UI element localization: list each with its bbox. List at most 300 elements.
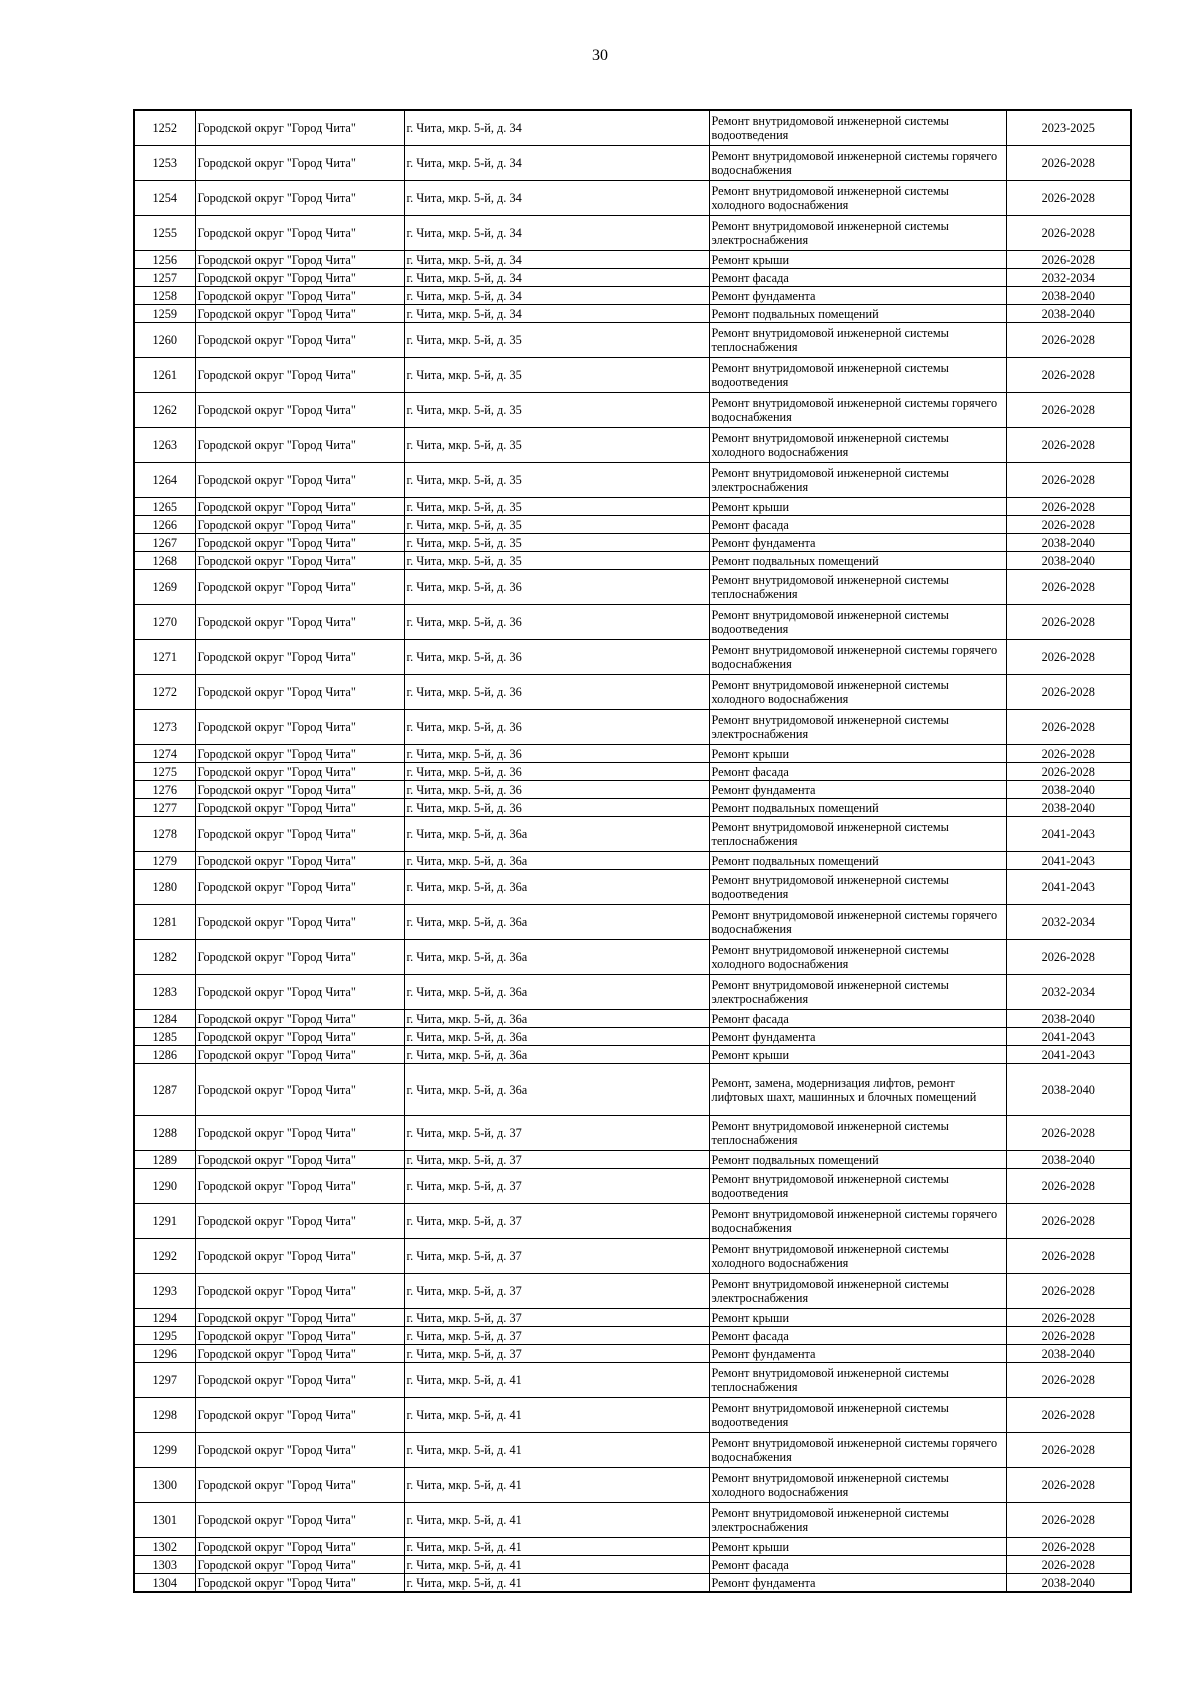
work-type-cell: Ремонт фасада [709, 763, 1006, 781]
period-cell: 2026-2028 [1006, 745, 1131, 763]
address-cell: г. Чита, мкр. 5-й, д. 35 [404, 498, 709, 516]
address-cell: г. Чита, мкр. 5-й, д. 41 [404, 1468, 709, 1503]
period-cell: 2026-2028 [1006, 1309, 1131, 1327]
table-row [134, 570, 1131, 605]
work-type-cell: Ремонт крыши [709, 251, 1006, 269]
address-cell: г. Чита, мкр. 5-й, д. 41 [404, 1398, 709, 1433]
work-type-cell: Ремонт внутридомовой инженерной системы теплоснабжения [709, 1363, 1006, 1398]
row-number-cell: 1288 [134, 1116, 195, 1151]
work-type-cell: Ремонт крыши [709, 1309, 1006, 1327]
table-row [134, 799, 1131, 817]
row-number-cell: 1293 [134, 1274, 195, 1309]
address-cell: г. Чита, мкр. 5-й, д. 35 [404, 534, 709, 552]
table-row [134, 1151, 1131, 1169]
period-cell: 2026-2028 [1006, 605, 1131, 640]
period-cell: 2038-2040 [1006, 1010, 1131, 1028]
municipality-cell: Городской округ "Город Чита" [195, 110, 404, 146]
table-row [134, 428, 1131, 463]
address-cell: г. Чита, мкр. 5-й, д. 36а [404, 905, 709, 940]
municipality-cell: Городской округ "Город Чита" [195, 1204, 404, 1239]
period-cell: 2026-2028 [1006, 1398, 1131, 1433]
municipality-cell: Городской округ "Город Чита" [195, 1010, 404, 1028]
table-row [134, 1239, 1131, 1274]
row-number-cell: 1267 [134, 534, 195, 552]
period-cell: 2026-2028 [1006, 1274, 1131, 1309]
table-row [134, 1538, 1131, 1556]
work-type-cell: Ремонт подвальных помещений [709, 799, 1006, 817]
row-number-cell: 1277 [134, 799, 195, 817]
period-cell: 2026-2028 [1006, 675, 1131, 710]
row-number-cell: 1279 [134, 852, 195, 870]
table-row [134, 817, 1131, 852]
table-row [134, 251, 1131, 269]
work-type-cell: Ремонт внутридомовой инженерной системы водоотведения [709, 1398, 1006, 1433]
table-row [134, 393, 1131, 428]
table-row [134, 1468, 1131, 1503]
table-row [134, 1204, 1131, 1239]
row-number-cell: 1262 [134, 393, 195, 428]
period-cell: 2026-2028 [1006, 710, 1131, 745]
address-cell: г. Чита, мкр. 5-й, д. 41 [404, 1556, 709, 1574]
period-cell: 2026-2028 [1006, 216, 1131, 251]
work-type-cell: Ремонт внутридомовой инженерной системы теплоснабжения [709, 570, 1006, 605]
work-type-cell: Ремонт внутридомовой инженерной системы холодного водоснабжения [709, 940, 1006, 975]
municipality-cell: Городской округ "Город Чита" [195, 570, 404, 605]
period-cell: 2026-2028 [1006, 763, 1131, 781]
address-cell: г. Чита, мкр. 5-й, д. 35 [404, 552, 709, 570]
row-number-cell: 1286 [134, 1046, 195, 1064]
municipality-cell: Городской округ "Город Чита" [195, 817, 404, 852]
period-cell: 2038-2040 [1006, 1064, 1131, 1116]
page-number: 30 [592, 47, 608, 64]
period-cell: 2026-2028 [1006, 393, 1131, 428]
period-cell: 2026-2028 [1006, 1116, 1131, 1151]
work-type-cell: Ремонт фундамента [709, 534, 1006, 552]
row-number-cell: 1281 [134, 905, 195, 940]
table-row [134, 1503, 1131, 1538]
work-type-cell: Ремонт, замена, модернизация лифтов, ремонт лифтовых шахт, машинных и блочных помещений [709, 1064, 1006, 1116]
municipality-cell: Городской округ "Город Чита" [195, 799, 404, 817]
table-row [134, 1309, 1131, 1327]
address-cell: г. Чита, мкр. 5-й, д. 36а [404, 852, 709, 870]
municipality-cell: Городской округ "Город Чита" [195, 870, 404, 905]
work-type-cell: Ремонт внутридомовой инженерной системы электроснабжения [709, 463, 1006, 498]
period-cell: 2026-2028 [1006, 498, 1131, 516]
period-cell: 2026-2028 [1006, 1503, 1131, 1538]
row-number-cell: 1294 [134, 1309, 195, 1327]
work-type-cell: Ремонт фасада [709, 1010, 1006, 1028]
municipality-cell: Городской округ "Город Чита" [195, 1556, 404, 1574]
period-cell: 2023-2025 [1006, 110, 1131, 146]
work-type-cell: Ремонт внутридомовой инженерной системы горячего водоснабжения [709, 640, 1006, 675]
address-cell: г. Чита, мкр. 5-й, д. 36 [404, 745, 709, 763]
municipality-cell: Городской округ "Город Чита" [195, 269, 404, 287]
row-number-cell: 1292 [134, 1239, 195, 1274]
municipality-cell: Городской округ "Город Чита" [195, 1574, 404, 1593]
row-number-cell: 1253 [134, 146, 195, 181]
row-number-cell: 1256 [134, 251, 195, 269]
address-cell: г. Чита, мкр. 5-й, д. 36 [404, 799, 709, 817]
work-type-cell: Ремонт фасада [709, 1327, 1006, 1345]
municipality-cell: Городской округ "Город Чита" [195, 358, 404, 393]
address-cell: г. Чита, мкр. 5-й, д. 37 [404, 1169, 709, 1204]
work-type-cell: Ремонт крыши [709, 1046, 1006, 1064]
work-type-cell: Ремонт внутридомовой инженерной системы горячего водоснабжения [709, 905, 1006, 940]
address-cell: г. Чита, мкр. 5-й, д. 34 [404, 251, 709, 269]
work-type-cell: Ремонт фундамента [709, 287, 1006, 305]
municipality-cell: Городской округ "Город Чита" [195, 975, 404, 1010]
municipality-cell: Городской округ "Город Чита" [195, 905, 404, 940]
municipality-cell: Городской округ "Город Чита" [195, 323, 404, 358]
work-type-cell: Ремонт внутридомовой инженерной системы горячего водоснабжения [709, 1433, 1006, 1468]
municipality-cell: Городской округ "Город Чита" [195, 1503, 404, 1538]
row-number-cell: 1274 [134, 745, 195, 763]
work-type-cell: Ремонт внутридомовой инженерной системы горячего водоснабжения [709, 393, 1006, 428]
address-cell: г. Чита, мкр. 5-й, д. 35 [404, 516, 709, 534]
period-cell: 2041-2043 [1006, 817, 1131, 852]
work-type-cell: Ремонт внутридомовой инженерной системы теплоснабжения [709, 323, 1006, 358]
work-type-cell: Ремонт внутридомовой инженерной системы горячего водоснабжения [709, 146, 1006, 181]
row-number-cell: 1280 [134, 870, 195, 905]
row-number-cell: 1268 [134, 552, 195, 570]
address-cell: г. Чита, мкр. 5-й, д. 36 [404, 675, 709, 710]
municipality-cell: Городской округ "Город Чита" [195, 1398, 404, 1433]
municipality-cell: Городской округ "Город Чита" [195, 1468, 404, 1503]
row-number-cell: 1260 [134, 323, 195, 358]
period-cell: 2041-2043 [1006, 870, 1131, 905]
table-row [134, 745, 1131, 763]
table-row [134, 763, 1131, 781]
row-number-cell: 1297 [134, 1363, 195, 1398]
municipality-cell: Городской округ "Город Чита" [195, 428, 404, 463]
address-cell: г. Чита, мкр. 5-й, д. 35 [404, 358, 709, 393]
municipality-cell: Городской округ "Город Чита" [195, 1309, 404, 1327]
table-row [134, 710, 1131, 745]
period-cell: 2026-2028 [1006, 323, 1131, 358]
period-cell: 2026-2028 [1006, 358, 1131, 393]
row-number-cell: 1300 [134, 1468, 195, 1503]
address-cell: г. Чита, мкр. 5-й, д. 36а [404, 1028, 709, 1046]
municipality-cell: Городской округ "Город Чита" [195, 675, 404, 710]
address-cell: г. Чита, мкр. 5-й, д. 35 [404, 323, 709, 358]
municipality-cell: Городской округ "Город Чита" [195, 216, 404, 251]
municipality-cell: Городской округ "Город Чита" [195, 1116, 404, 1151]
period-cell: 2032-2034 [1006, 905, 1131, 940]
row-number-cell: 1285 [134, 1028, 195, 1046]
work-type-cell: Ремонт внутридомовой инженерной системы теплоснабжения [709, 817, 1006, 852]
address-cell: г. Чита, мкр. 5-й, д. 36 [404, 763, 709, 781]
municipality-cell: Городской округ "Город Чита" [195, 640, 404, 675]
work-type-cell: Ремонт внутридомовой инженерной системы холодного водоснабжения [709, 1468, 1006, 1503]
municipality-cell: Городской округ "Город Чита" [195, 1028, 404, 1046]
period-cell: 2026-2028 [1006, 428, 1131, 463]
period-cell: 2026-2028 [1006, 1239, 1131, 1274]
address-cell: г. Чита, мкр. 5-й, д. 34 [404, 146, 709, 181]
table-row [134, 1345, 1131, 1363]
municipality-cell: Городской округ "Город Чита" [195, 1274, 404, 1309]
work-type-cell: Ремонт крыши [709, 1538, 1006, 1556]
table-row [134, 498, 1131, 516]
work-type-cell: Ремонт внутридомовой инженерной системы холодного водоснабжения [709, 1239, 1006, 1274]
table-row [134, 216, 1131, 251]
row-number-cell: 1304 [134, 1574, 195, 1593]
period-cell: 2026-2028 [1006, 251, 1131, 269]
table-row [134, 975, 1131, 1010]
address-cell: г. Чита, мкр. 5-й, д. 41 [404, 1433, 709, 1468]
row-number-cell: 1258 [134, 287, 195, 305]
table-row [134, 1274, 1131, 1309]
row-number-cell: 1278 [134, 817, 195, 852]
municipality-cell: Городской округ "Город Чита" [195, 1064, 404, 1116]
municipality-cell: Городской округ "Город Чита" [195, 745, 404, 763]
period-cell: 2041-2043 [1006, 852, 1131, 870]
table-row [134, 516, 1131, 534]
table-row [134, 463, 1131, 498]
table-row [134, 1116, 1131, 1151]
address-cell: г. Чита, мкр. 5-й, д. 36а [404, 1010, 709, 1028]
period-cell: 2026-2028 [1006, 1204, 1131, 1239]
row-number-cell: 1276 [134, 781, 195, 799]
table-row [134, 1556, 1131, 1574]
address-cell: г. Чита, мкр. 5-й, д. 36а [404, 1046, 709, 1064]
period-cell: 2026-2028 [1006, 570, 1131, 605]
row-number-cell: 1263 [134, 428, 195, 463]
table-row [134, 1574, 1131, 1593]
address-cell: г. Чита, мкр. 5-й, д. 35 [404, 393, 709, 428]
address-cell: г. Чита, мкр. 5-й, д. 41 [404, 1363, 709, 1398]
row-number-cell: 1291 [134, 1204, 195, 1239]
address-cell: г. Чита, мкр. 5-й, д. 37 [404, 1309, 709, 1327]
work-type-cell: Ремонт фундамента [709, 1574, 1006, 1593]
row-number-cell: 1284 [134, 1010, 195, 1028]
row-number-cell: 1252 [134, 110, 195, 146]
table-row [134, 181, 1131, 216]
address-cell: г. Чита, мкр. 5-й, д. 36а [404, 975, 709, 1010]
address-cell: г. Чита, мкр. 5-й, д. 34 [404, 216, 709, 251]
municipality-cell: Городской округ "Город Чита" [195, 251, 404, 269]
period-cell: 2026-2028 [1006, 1468, 1131, 1503]
municipality-cell: Городской округ "Город Чита" [195, 1433, 404, 1468]
municipality-cell: Городской округ "Город Чита" [195, 305, 404, 323]
table-row [134, 269, 1131, 287]
work-type-cell: Ремонт внутридомовой инженерной системы водоотведения [709, 358, 1006, 393]
period-cell: 2026-2028 [1006, 181, 1131, 216]
municipality-cell: Городской округ "Город Чита" [195, 146, 404, 181]
municipality-cell: Городской округ "Город Чита" [195, 1345, 404, 1363]
address-cell: г. Чита, мкр. 5-й, д. 41 [404, 1538, 709, 1556]
table-row [134, 1046, 1131, 1064]
work-type-cell: Ремонт внутридомовой инженерной системы холодного водоснабжения [709, 428, 1006, 463]
row-number-cell: 1275 [134, 763, 195, 781]
address-cell: г. Чита, мкр. 5-й, д. 37 [404, 1345, 709, 1363]
table-row [134, 675, 1131, 710]
work-type-cell: Ремонт фундамента [709, 781, 1006, 799]
address-cell: г. Чита, мкр. 5-й, д. 34 [404, 181, 709, 216]
period-cell: 2038-2040 [1006, 781, 1131, 799]
work-type-cell: Ремонт подвальных помещений [709, 852, 1006, 870]
work-type-cell: Ремонт внутридомовой инженерной системы электроснабжения [709, 1274, 1006, 1309]
row-number-cell: 1298 [134, 1398, 195, 1433]
row-number-cell: 1289 [134, 1151, 195, 1169]
period-cell: 2026-2028 [1006, 463, 1131, 498]
address-cell: г. Чита, мкр. 5-й, д. 36 [404, 605, 709, 640]
table-row [134, 1064, 1131, 1116]
address-cell: г. Чита, мкр. 5-й, д. 36 [404, 781, 709, 799]
row-number-cell: 1282 [134, 940, 195, 975]
period-cell: 2038-2040 [1006, 552, 1131, 570]
table-row [134, 323, 1131, 358]
row-number-cell: 1287 [134, 1064, 195, 1116]
municipality-cell: Городской округ "Город Чита" [195, 552, 404, 570]
row-number-cell: 1266 [134, 516, 195, 534]
row-number-cell: 1301 [134, 1503, 195, 1538]
period-cell: 2038-2040 [1006, 287, 1131, 305]
row-number-cell: 1269 [134, 570, 195, 605]
table-row [134, 852, 1131, 870]
address-cell: г. Чита, мкр. 5-й, д. 37 [404, 1239, 709, 1274]
address-cell: г. Чита, мкр. 5-й, д. 36а [404, 870, 709, 905]
period-cell: 2026-2028 [1006, 940, 1131, 975]
work-type-cell: Ремонт подвальных помещений [709, 305, 1006, 323]
work-type-cell: Ремонт подвальных помещений [709, 1151, 1006, 1169]
work-type-cell: Ремонт подвальных помещений [709, 552, 1006, 570]
work-type-cell: Ремонт фасада [709, 269, 1006, 287]
table-row [134, 534, 1131, 552]
period-cell: 2038-2040 [1006, 1345, 1131, 1363]
municipality-cell: Городской округ "Город Чита" [195, 781, 404, 799]
address-cell: г. Чита, мкр. 5-й, д. 35 [404, 463, 709, 498]
row-number-cell: 1264 [134, 463, 195, 498]
row-number-cell: 1290 [134, 1169, 195, 1204]
municipality-cell: Городской округ "Город Чита" [195, 852, 404, 870]
municipality-cell: Городской округ "Город Чита" [195, 1239, 404, 1274]
period-cell: 2026-2028 [1006, 1433, 1131, 1468]
work-type-cell: Ремонт фундамента [709, 1345, 1006, 1363]
row-number-cell: 1302 [134, 1538, 195, 1556]
row-number-cell: 1295 [134, 1327, 195, 1345]
row-number-cell: 1270 [134, 605, 195, 640]
municipality-cell: Городской округ "Город Чита" [195, 463, 404, 498]
municipality-cell: Городской округ "Город Чита" [195, 763, 404, 781]
work-type-cell: Ремонт фасада [709, 516, 1006, 534]
address-cell: г. Чита, мкр. 5-й, д. 34 [404, 287, 709, 305]
work-type-cell: Ремонт внутридомовой инженерной системы электроснабжения [709, 710, 1006, 745]
period-cell: 2041-2043 [1006, 1046, 1131, 1064]
municipality-cell: Городской округ "Город Чита" [195, 710, 404, 745]
address-cell: г. Чита, мкр. 5-й, д. 41 [404, 1503, 709, 1538]
table-row [134, 1433, 1131, 1468]
row-number-cell: 1283 [134, 975, 195, 1010]
table-row [134, 1010, 1131, 1028]
period-cell: 2038-2040 [1006, 1151, 1131, 1169]
address-cell: г. Чита, мкр. 5-й, д. 37 [404, 1327, 709, 1345]
table-row [134, 1169, 1131, 1204]
period-cell: 2026-2028 [1006, 640, 1131, 675]
table-row [134, 905, 1131, 940]
row-number-cell: 1299 [134, 1433, 195, 1468]
table-body [134, 110, 1131, 1592]
address-cell: г. Чита, мкр. 5-й, д. 34 [404, 110, 709, 146]
address-cell: г. Чита, мкр. 5-й, д. 37 [404, 1274, 709, 1309]
period-cell: 2026-2028 [1006, 1327, 1131, 1345]
table-row [134, 305, 1131, 323]
work-type-cell: Ремонт внутридомовой инженерной системы горячего водоснабжения [709, 1204, 1006, 1239]
row-number-cell: 1254 [134, 181, 195, 216]
period-cell: 2026-2028 [1006, 1538, 1131, 1556]
address-cell: г. Чита, мкр. 5-й, д. 35 [404, 428, 709, 463]
period-cell: 2038-2040 [1006, 1574, 1131, 1593]
municipality-cell: Городской округ "Город Чита" [195, 1046, 404, 1064]
table-row [134, 552, 1131, 570]
municipality-cell: Городской округ "Город Чита" [195, 1327, 404, 1345]
municipality-cell: Городской округ "Город Чита" [195, 1363, 404, 1398]
municipality-cell: Городской округ "Город Чита" [195, 498, 404, 516]
table-row [134, 1028, 1131, 1046]
table-row [134, 781, 1131, 799]
municipality-cell: Городской округ "Город Чита" [195, 1538, 404, 1556]
period-cell: 2026-2028 [1006, 146, 1131, 181]
address-cell: г. Чита, мкр. 5-й, д. 36а [404, 1064, 709, 1116]
address-cell: г. Чита, мкр. 5-й, д. 34 [404, 305, 709, 323]
work-type-cell: Ремонт фундамента [709, 1028, 1006, 1046]
table-row [134, 1398, 1131, 1433]
work-type-cell: Ремонт внутридомовой инженерной системы теплоснабжения [709, 1116, 1006, 1151]
repair-schedule-table [133, 109, 1132, 1593]
address-cell: г. Чита, мкр. 5-й, д. 36 [404, 570, 709, 605]
address-cell: г. Чита, мкр. 5-й, д. 37 [404, 1151, 709, 1169]
work-type-cell: Ремонт внутридомовой инженерной системы электроснабжения [709, 1503, 1006, 1538]
work-type-cell: Ремонт внутридомовой инженерной системы водоотведения [709, 1169, 1006, 1204]
period-cell: 2026-2028 [1006, 1556, 1131, 1574]
period-cell: 2032-2034 [1006, 975, 1131, 1010]
period-cell: 2026-2028 [1006, 1363, 1131, 1398]
table-row [134, 605, 1131, 640]
work-type-cell: Ремонт внутридомовой инженерной системы холодного водоснабжения [709, 181, 1006, 216]
municipality-cell: Городской округ "Город Чита" [195, 516, 404, 534]
municipality-cell: Городской округ "Город Чита" [195, 181, 404, 216]
period-cell: 2038-2040 [1006, 305, 1131, 323]
row-number-cell: 1273 [134, 710, 195, 745]
address-cell: г. Чита, мкр. 5-й, д. 36 [404, 640, 709, 675]
address-cell: г. Чита, мкр. 5-й, д. 34 [404, 269, 709, 287]
table-row [134, 870, 1131, 905]
municipality-cell: Городской округ "Город Чита" [195, 605, 404, 640]
table-row [134, 110, 1131, 146]
table-row [134, 940, 1131, 975]
work-type-cell: Ремонт внутридомовой инженерной системы электроснабжения [709, 975, 1006, 1010]
row-number-cell: 1296 [134, 1345, 195, 1363]
row-number-cell: 1303 [134, 1556, 195, 1574]
work-type-cell: Ремонт фасада [709, 1556, 1006, 1574]
municipality-cell: Городской округ "Город Чита" [195, 1151, 404, 1169]
row-number-cell: 1272 [134, 675, 195, 710]
row-number-cell: 1257 [134, 269, 195, 287]
municipality-cell: Городской округ "Город Чита" [195, 393, 404, 428]
row-number-cell: 1255 [134, 216, 195, 251]
work-type-cell: Ремонт внутридомовой инженерной системы водоотведения [709, 605, 1006, 640]
period-cell: 2026-2028 [1006, 516, 1131, 534]
work-type-cell: Ремонт внутридомовой инженерной системы холодного водоснабжения [709, 675, 1006, 710]
period-cell: 2038-2040 [1006, 799, 1131, 817]
table-row [134, 146, 1131, 181]
table-row [134, 358, 1131, 393]
table-row [134, 287, 1131, 305]
row-number-cell: 1261 [134, 358, 195, 393]
work-type-cell: Ремонт крыши [709, 745, 1006, 763]
municipality-cell: Городской округ "Город Чита" [195, 940, 404, 975]
row-number-cell: 1271 [134, 640, 195, 675]
municipality-cell: Городской округ "Город Чита" [195, 534, 404, 552]
